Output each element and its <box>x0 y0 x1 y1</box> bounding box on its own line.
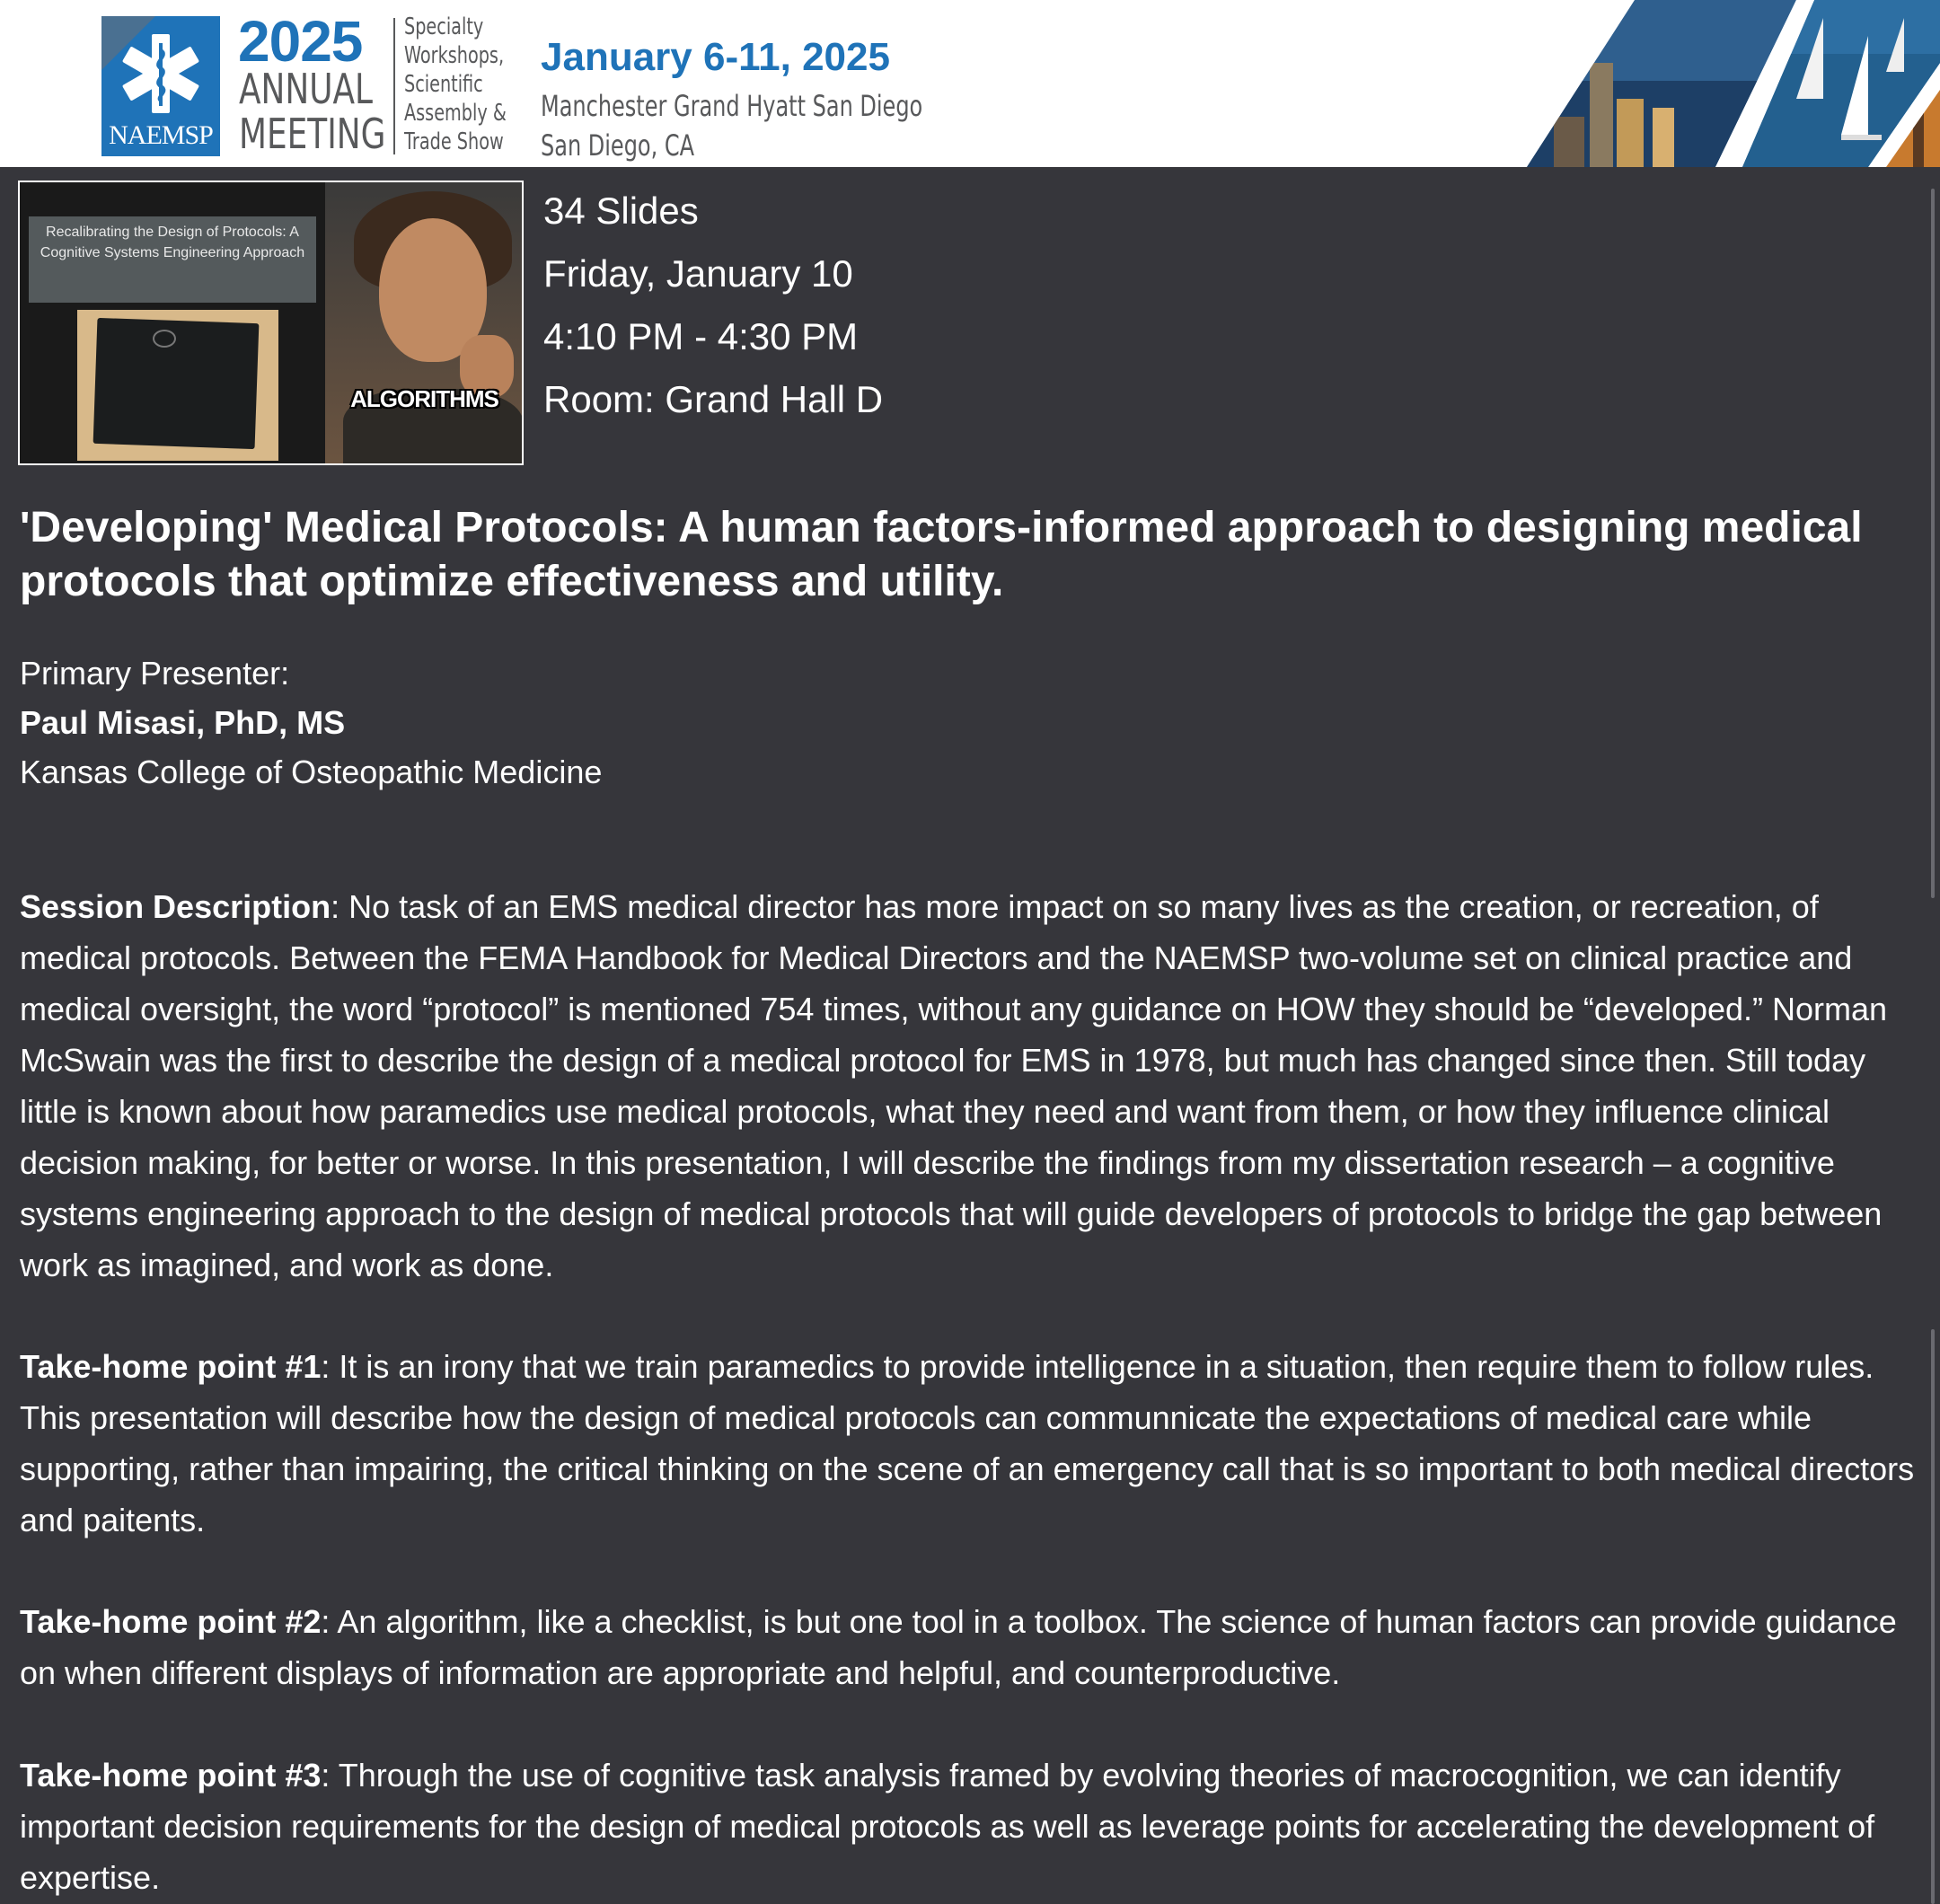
meeting-venue <box>541 86 922 165</box>
presenter-affiliation: Kansas College of Osteopathic Medicine <box>20 754 603 790</box>
point-text: : Through the use of cognitive task analysis framed by evolving theories of macrocognition, we can identify important decision requirements for the design of medical protocols as well as leverage points for accelerating the development of expertise. <box>20 1757 1875 1896</box>
meeting-year: 2025 <box>238 9 363 74</box>
venue-city: San Diego, CA <box>541 128 695 163</box>
take-home-point-2 <box>20 1596 1922 1698</box>
session-title: 'Developing' Medical Protocols: A human factors-informed approach to designing medical protocols that optimize effectiveness and utility. <box>20 504 1863 605</box>
scrollbar-thumb[interactable] <box>1931 1329 1935 1904</box>
meeting-label-annual: ANNUAL <box>239 65 374 113</box>
point-label: Take-home point #1 <box>20 1348 322 1385</box>
meeting-subtitle <box>404 13 507 156</box>
logo-org-text: NAEMSP <box>109 120 213 150</box>
scrollbar-thumb[interactable] <box>1931 189 1935 898</box>
subtitle-line: Workshops, <box>404 42 505 69</box>
session-day: Friday, January 10 <box>543 252 853 295</box>
thumbnail-slide-title: Recalibrating the Design of Protocols: A Cognitive Systems Engineering Approach <box>40 225 305 260</box>
point-text: : It is an irony that we train paramedics to provide intelligence in a situation, then require them to follow rules. This presentation will describe how the design of medical protocols can communnicate the expectations of medical care while supporting, rather than impairing, the critical thinking on the scene of an emergency call that is so important to both medical directors and paitents. <box>20 1348 1915 1538</box>
point-label: Take-home point #2 <box>20 1603 322 1640</box>
presenter-name: Paul Misasi, PhD, MS <box>20 704 346 741</box>
session-description <box>20 881 1922 1291</box>
event-banner <box>0 0 1940 167</box>
session-thumbnail[interactable] <box>18 181 524 465</box>
meme-caption: ALGORITHMS <box>350 385 498 412</box>
presenter-label: Primary Presenter: <box>20 655 290 692</box>
session-room: Room: Grand Hall D <box>543 378 884 420</box>
subtitle-line: Assembly & <box>404 100 507 127</box>
subtitle-line: Scientific <box>404 71 483 98</box>
session-meta <box>543 180 883 431</box>
description-text: : No task of an EMS medical director has more impact on so many lives as the creation, or recreation, of medical protocols. Between the FEMA Handbook for Medical Directors and the NAEMSP two-volume set on clinical practice and medical oversight, the word “protocol” is mentioned 754 times, without any guidance on HOW they should be “developed.” Norman McSwain was the first to describe the design of a medical protocol for EMS in 1978, but much has changed since then. Still today little is known about how paramedics use medical protocols, what they need and want from them, or how they influence clinical decision making, for better or worse. In this presentation, I will describe the findings from my dissertation research – a cognitive systems engineering approach to the design of medical protocols that will guide developers of protocols to bridge the gap between work as imagined, and work as done. <box>20 888 1888 1283</box>
star-of-life-icon <box>116 29 206 119</box>
session-time: 4:10 PM - 4:30 PM <box>543 315 859 357</box>
take-home-point-1 <box>20 1341 1922 1546</box>
book-cover <box>93 318 260 449</box>
banner-divider <box>393 18 395 154</box>
subtitle-line: Trade Show <box>404 128 504 155</box>
point-text: : An algorithm, like a checklist, is but one tool in a toolbox. The science of human factors can provide guidance on when different displays of information are appropriate and helpful, and counterproductive. <box>20 1603 1897 1691</box>
book-emblem-icon <box>153 330 176 348</box>
venue-name: Manchester Grand Hyatt San Diego <box>541 89 923 123</box>
presenter-block <box>20 648 602 797</box>
meeting-dates: January 6-11, 2025 <box>541 35 890 79</box>
take-home-point-3 <box>20 1750 1922 1903</box>
meeting-label-meeting: MEETING <box>239 110 386 158</box>
subtitle-line: Specialty <box>404 13 484 40</box>
slide-count: 34 Slides <box>543 190 699 232</box>
naemsp-logo <box>101 16 220 156</box>
san-diego-photo-collage <box>1527 0 1940 167</box>
description-label: Session Description <box>20 888 331 925</box>
point-label: Take-home point #3 <box>20 1757 322 1794</box>
protocol-book-image <box>77 310 278 461</box>
